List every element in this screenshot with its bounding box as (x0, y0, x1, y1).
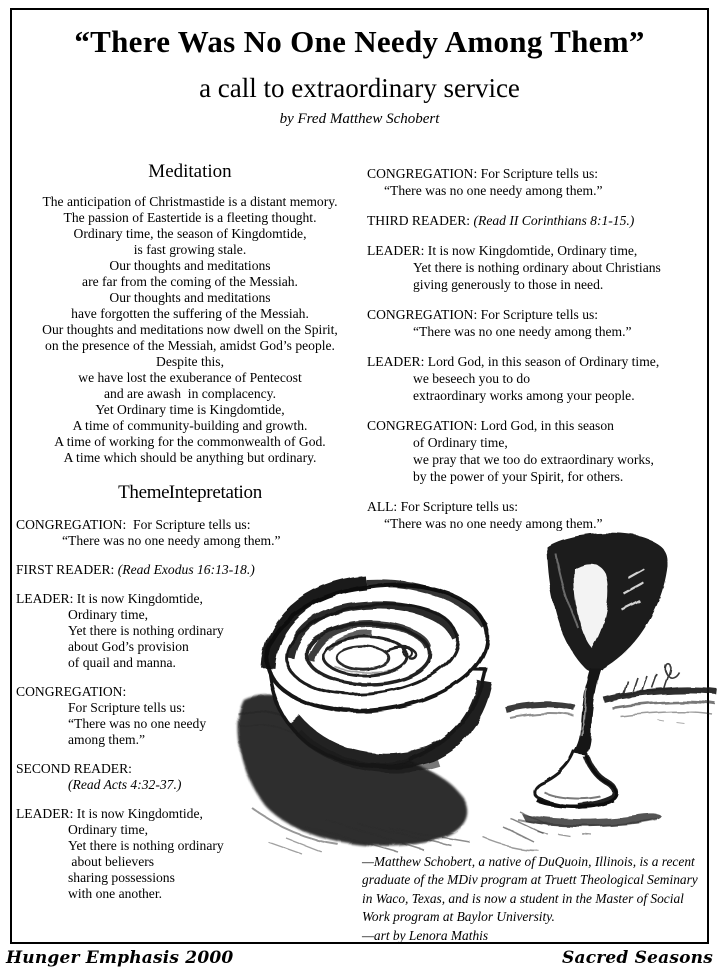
text-line: FIRST READER: (Read Exodus 16:13-18.) (16, 562, 255, 577)
left-column (16, 162, 364, 915)
text-line: CONGREGATION: For Scripture tells us: (367, 307, 599, 322)
text-line: A time of working for the commonwealth of God. (54, 434, 326, 449)
text-line: by the power of your Spirit, for others. (413, 469, 624, 484)
liturgy-block-leader (367, 353, 713, 404)
meditation-poem (16, 194, 364, 466)
text-line: graduate of the MDiv program at Truett Theological Seminary (362, 872, 698, 888)
text-line: A time of community-building and growth. (72, 418, 308, 433)
text-line: sharing possessions (68, 870, 175, 885)
document-header (0, 24, 719, 128)
byline: by Fred Matthew Schobert (279, 111, 440, 127)
text-line: of Ordinary time, (413, 435, 508, 450)
text-line: LEADER: It is now Kingdomtide, (16, 806, 203, 821)
text-line: Yet there is nothing ordinary (68, 838, 224, 853)
text-line: have forgotten the suffering of the Messiah. (71, 306, 309, 321)
text-line: LEADER: It is now Kingdomtide, (16, 591, 203, 606)
text-line: CONGREGATION: Lord God, in this season (367, 418, 614, 433)
page-footer (6, 948, 713, 968)
text-line: Ordinary time, the season of Kingdomtide, (73, 226, 307, 241)
text-line: we pray that we too do extraordinary works, (413, 452, 654, 467)
text-line: Our thoughts and meditations (109, 290, 271, 305)
liturgy-block-third-reader (367, 212, 713, 229)
text-line: extraordinary works among your people. (413, 388, 635, 403)
text-line: “There was no one needy (68, 716, 207, 731)
text-line: about believers (68, 854, 155, 869)
text-line: about God’s provision (68, 639, 189, 654)
text-line: —Matthew Schobert, a native of DuQuoin, Illinois, is a recent (362, 854, 695, 869)
text-line: Despite this, (156, 354, 224, 369)
text-line: is fast growing stale. (133, 242, 247, 257)
liturgy-block-congregation (367, 417, 713, 485)
liturgy-block-first-reader (16, 562, 364, 578)
text-line: For Scripture tells us: (68, 700, 186, 715)
text-line: CONGREGATION: For Scripture tells us: (16, 517, 251, 532)
liturgy-block-congregation (16, 684, 364, 748)
text-line: in Waco, Texas, and is now a student in the Master of Social (362, 890, 684, 906)
text-line: Ordinary time, (68, 822, 149, 837)
theme-interpretation-heading: Theme Intepretation (118, 482, 262, 503)
text-line: Yet there is nothing ordinary about Christians (413, 260, 661, 275)
text-line: CONGREGATION: For Scripture tells us: (367, 166, 599, 181)
text-line: Yet there is nothing ordinary (68, 623, 224, 638)
text-line: —art by Lenora Mathis (362, 927, 489, 943)
liturgy-block-all (367, 498, 713, 532)
scripture-reference: (Read II Corinthians 8:1-15.) (473, 213, 635, 228)
text-line: among them.” (68, 732, 146, 747)
footer-left: Hunger Emphasis 2000 (6, 948, 234, 968)
text-line: ALL: For Scripture tells us: (367, 499, 519, 514)
scripture-reference: (Read Exodus 16:13-18.) (117, 562, 255, 577)
meditation-heading: Meditation (148, 161, 232, 182)
text-line: Work program at Baylor University. (362, 909, 555, 925)
liturgy-block-leader (16, 591, 364, 671)
text-line: with one another. (68, 886, 163, 901)
author-bio-note (362, 853, 719, 945)
text-line: CONGREGATION: (16, 684, 127, 699)
text-line: “There was no one needy among them.” (384, 183, 603, 198)
liturgy-block-congregation (16, 517, 364, 549)
liturgy-block-second-reader (16, 761, 364, 793)
text-line: of quail and manna. (68, 655, 176, 670)
document-subtitle: a call to extraordinary service (199, 73, 520, 103)
text-line: we have lost the exuberance of Pentecost (78, 370, 302, 385)
text-line: A time which should be anything but ordinary. (63, 450, 317, 465)
text-line: LEADER: Lord God, in this season of Ordinary time, (367, 354, 660, 369)
text-line: SECOND READER: (16, 761, 132, 776)
scripture-reference: (Read Acts 4:32-37.) (68, 777, 182, 792)
liturgy-block-congregation (367, 165, 713, 199)
text-line: are far from the coming of the Messiah. (82, 274, 298, 289)
text-line: we beseech you to do (413, 371, 531, 386)
liturgy-block-leader (367, 242, 713, 293)
text-line: The anticipation of Christmastide is a distant memory. (42, 194, 338, 209)
text-line: THIRD READER: (Read II Corinthians 8:1-15.) (367, 213, 635, 228)
liturgy-block-leader (16, 806, 364, 902)
right-column (367, 165, 713, 545)
text-line: Ordinary time, (68, 607, 149, 622)
text-line: “There was no one needy among them.” (62, 533, 281, 548)
text-line: “There was no one needy among them.” (413, 324, 632, 339)
text-line: LEADER: It is now Kingdomtide, Ordinary time, (367, 243, 638, 258)
liturgy-block-congregation (367, 306, 713, 340)
text-line: on the presence of the Messiah, amidst God’s people. (45, 338, 335, 353)
document-title: “There Was No One Needy Among Them” (74, 24, 645, 59)
text-line: The passion of Eastertide is a fleeting thought. (63, 210, 317, 225)
text-line: Our thoughts and meditations (109, 258, 271, 273)
footer-right: Sacred Seasons (562, 948, 713, 968)
text-line: Our thoughts and meditations now dwell on the Spirit, (42, 322, 338, 337)
text-line: giving generously to those in need. (413, 277, 604, 292)
text-line: “There was no one needy among them.” (384, 516, 603, 531)
text-line: and are awash in complacency. (104, 386, 276, 401)
text-line: Yet Ordinary time is Kingdomtide, (95, 402, 285, 417)
text-line (16, 777, 364, 793)
